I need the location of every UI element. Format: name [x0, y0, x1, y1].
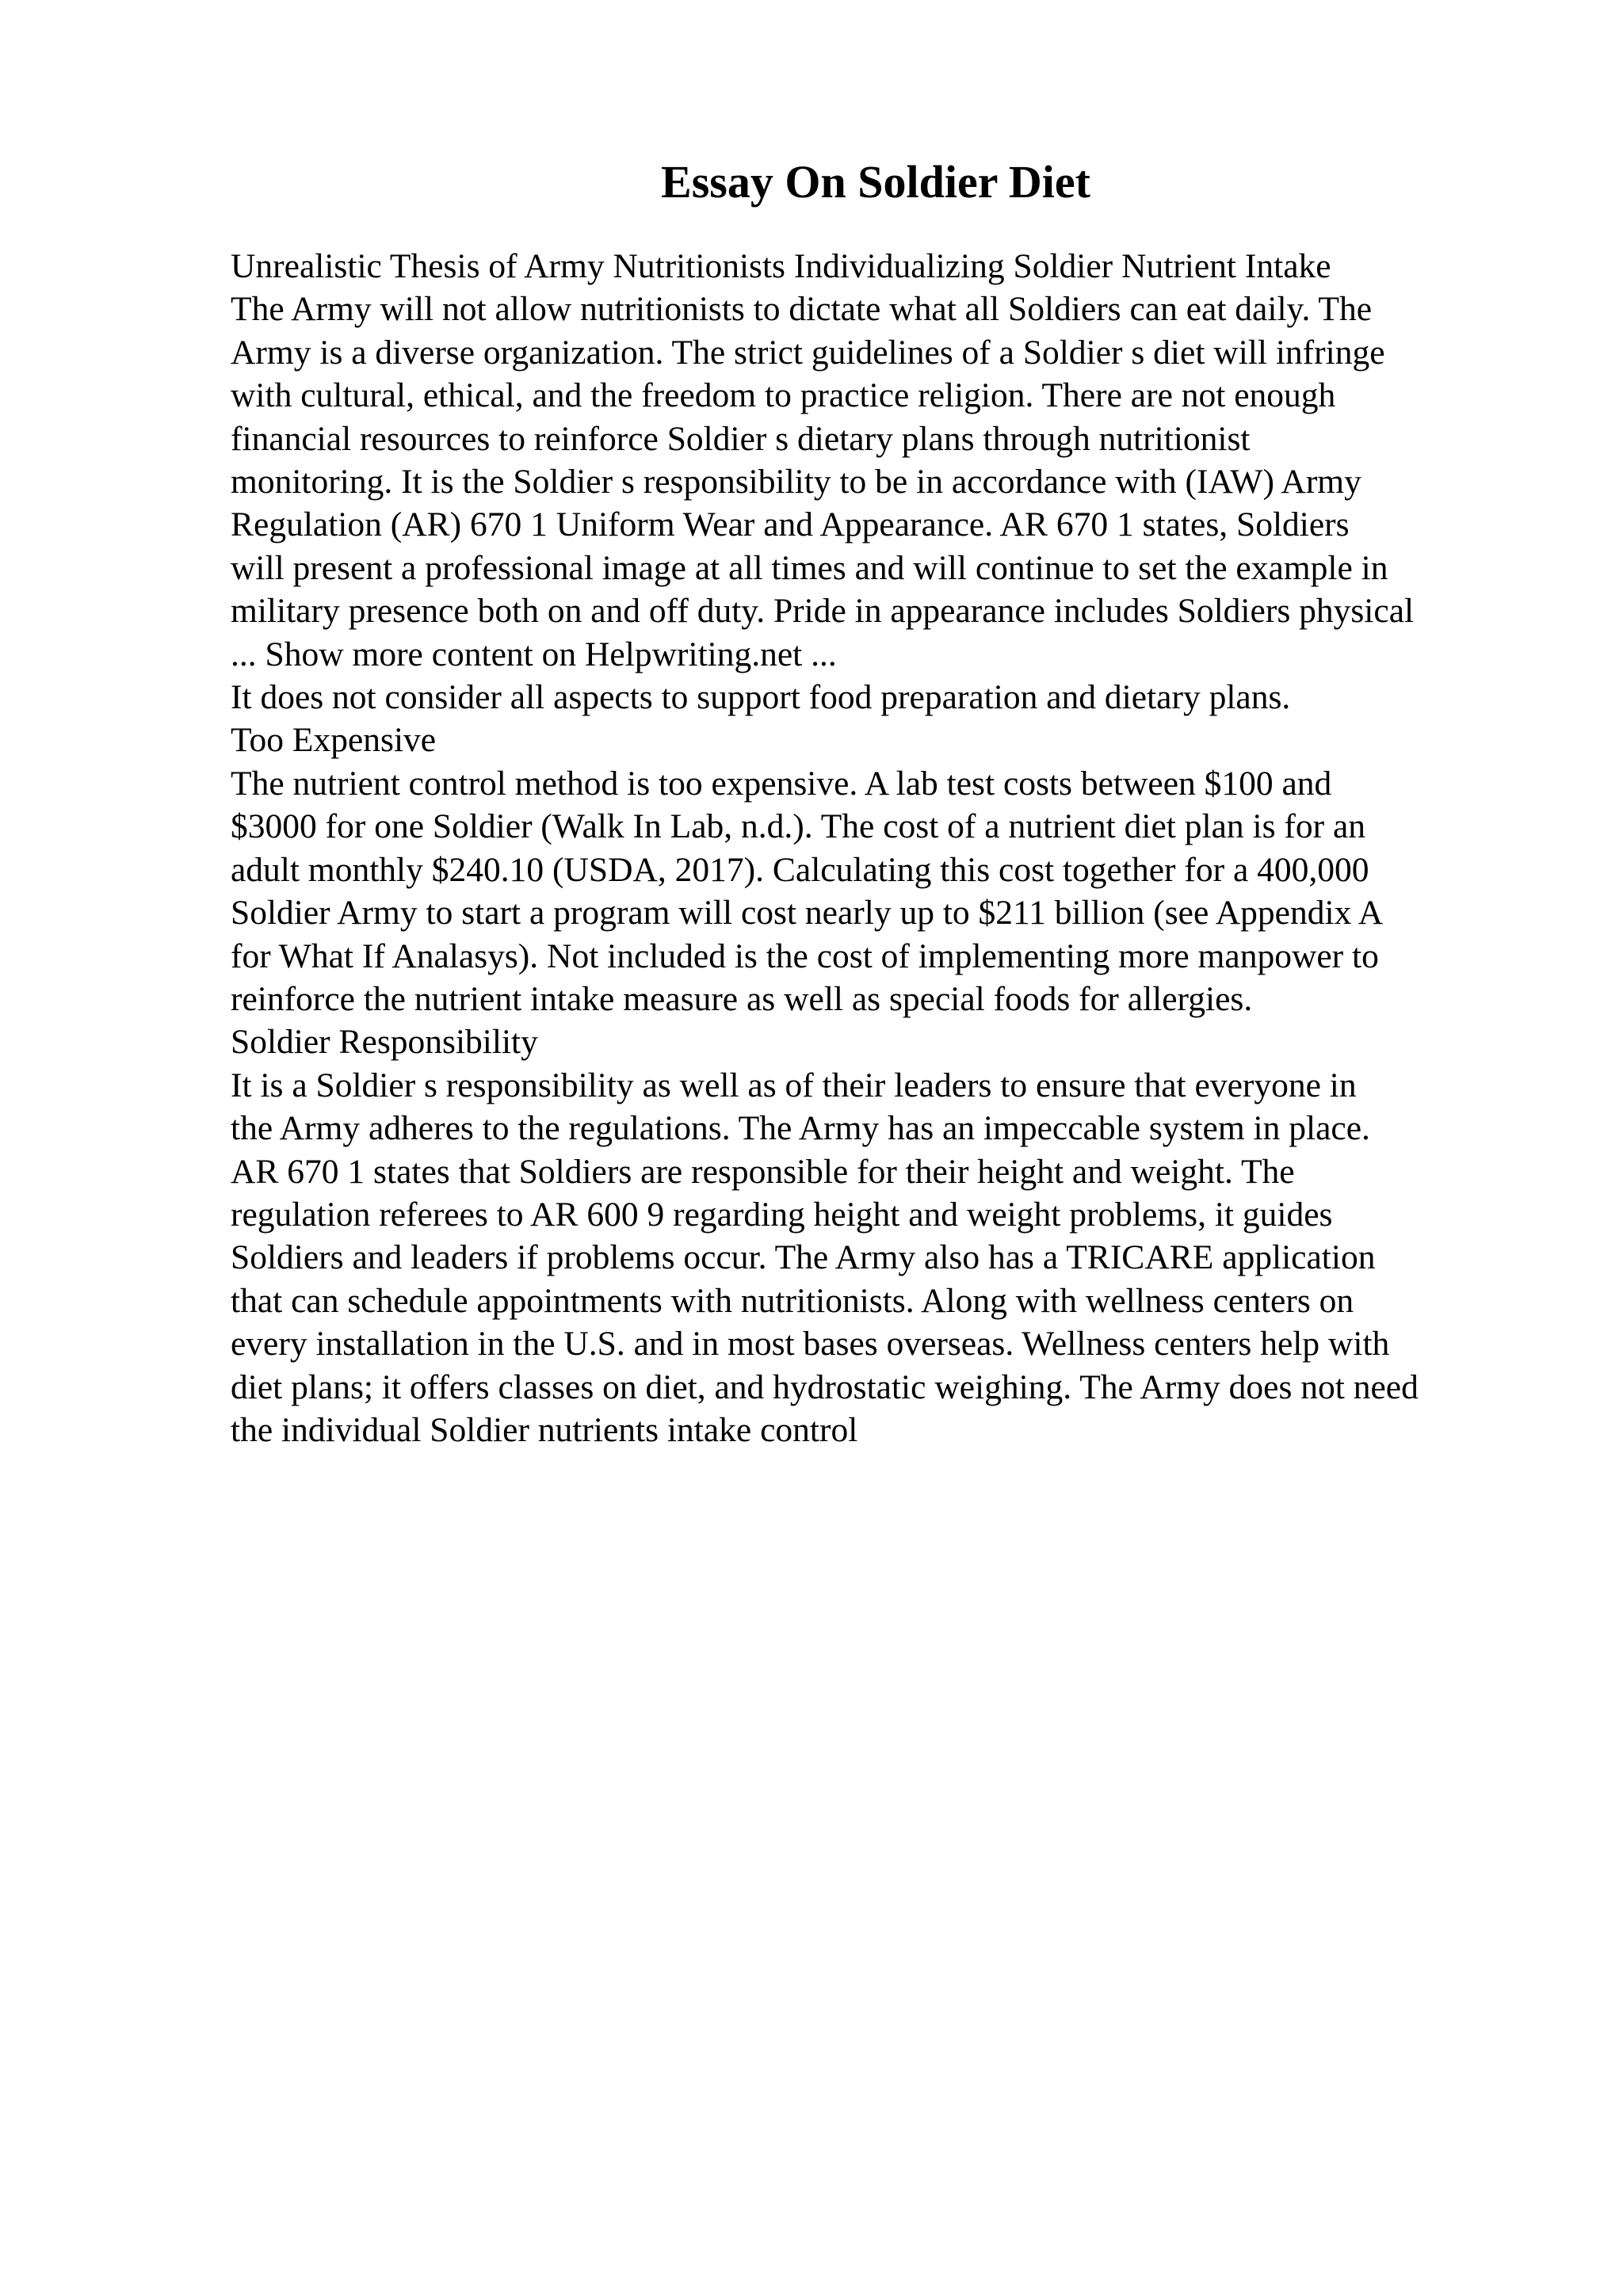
text-line: with cultural, ethical, and the freedom to practice religion. There are not enough — [231, 376, 1336, 415]
text-line: diet plans; it offers classes on diet, and hydrostatic weighing. The Army does not need — [231, 1367, 1419, 1406]
text-line: Army is a diverse organization. The strict guidelines of a Soldier s diet will infringe — [231, 333, 1385, 372]
document-body — [231, 245, 1610, 1451]
text-line: Regulation (AR) 670 1 Uniform Wear and Appearance. AR 670 1 states, Soldiers — [231, 505, 1350, 544]
text-line: military presence both on and off duty. Pride in appearance includes Soldiers physical — [231, 592, 1415, 631]
text-line: every installation in the U.S. and in most bases overseas. Wellness centers help with — [231, 1325, 1390, 1363]
text-line: monitoring. It is the Soldier s responsibility to be in accordance with (IAW) Army — [231, 463, 1361, 502]
text-line: for What If Analasys). Not included is the cost of implementing more manpower to — [231, 936, 1379, 975]
text-line: Unrealistic Thesis of Army Nutritionists Individualizing Soldier Nutrient Intake — [231, 247, 1331, 285]
text-line: It is a Soldier s responsibility as well as of their leaders to ensure that everyone in — [231, 1066, 1357, 1104]
text-line: that can schedule appointments with nutritionists. Along with wellness centers on — [231, 1281, 1354, 1320]
text-line: It does not consider all aspects to support food preparation and dietary plans. — [231, 678, 1291, 717]
section-heading: Soldier Responsibility — [231, 1023, 538, 1062]
text-line: reinforce the nutrient intake measure as well as special foods for allergies. — [231, 979, 1253, 1018]
text-line: Soldiers and leaders if problems occur. The Army also has a TRICARE application — [231, 1238, 1376, 1277]
text-line: AR 670 1 states that Soldiers are responsible for their height and weight. The — [231, 1152, 1295, 1191]
text-line: $3000 for one Soldier (Walk In Lab, n.d.). The cost of a nutrient diet plan is for an — [231, 807, 1366, 846]
text-line: The Army will not allow nutritionists to dictate what all Soldiers can eat daily. The — [231, 290, 1373, 329]
document-title: Essay On Soldier Diet — [661, 156, 1090, 208]
text-line: the Army adheres to the regulations. The Army has an impeccable system in place. — [231, 1109, 1370, 1148]
text-line: regulation referees to AR 600 9 regarding height and weight problems, it guides — [231, 1195, 1333, 1234]
section-heading: Too Expensive — [231, 721, 437, 760]
text-line: will present a professional image at all times and will continue to set the example in — [231, 548, 1388, 587]
text-line: the individual Soldier nutrients intake control — [231, 1410, 858, 1449]
text-line: Soldier Army to start a program will cost nearly up to $211 billion (see Appendix A — [231, 894, 1384, 933]
text-line: The nutrient control method is too expensive. A lab test costs between $100 and — [231, 764, 1332, 803]
text-line: financial resources to reinforce Soldier s dietary plans through nutritionist — [231, 419, 1251, 458]
show-more-text: ... Show more content on Helpwriting.net ... — [231, 635, 837, 673]
text-line: adult monthly $240.10 (USDA, 2017). Calculating this cost together for a 400,000 — [231, 850, 1369, 889]
